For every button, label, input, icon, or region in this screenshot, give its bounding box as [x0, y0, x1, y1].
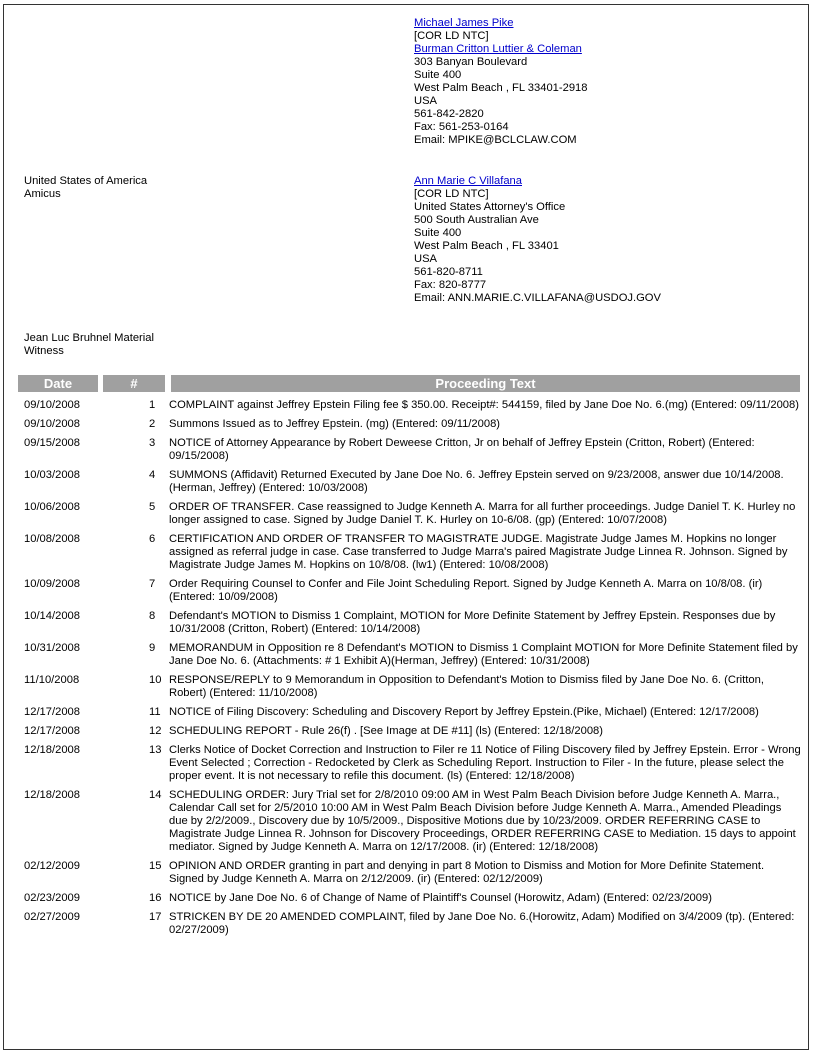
entry-number: 3 [149, 437, 156, 449]
address-line: Suite 400 [414, 227, 462, 239]
entry-number: 16 [149, 892, 162, 904]
docket-entries [4, 399, 808, 943]
entry-date: 10/06/2008 [24, 501, 80, 513]
entry-number: 1 [149, 399, 156, 411]
docket-entry-row [4, 744, 808, 783]
entry-date: 02/27/2009 [24, 911, 80, 923]
entry-date: 12/18/2008 [24, 744, 80, 756]
entry-date: 12/17/2008 [24, 706, 80, 718]
docket-entry-row [4, 674, 808, 700]
entry-date: 09/10/2008 [24, 399, 80, 411]
docket-entry-row [4, 610, 808, 636]
attorney-designation: [COR LD NTC] [414, 188, 489, 200]
docket-table-header [18, 375, 800, 392]
attorney-phone: 561-842-2820 [414, 108, 484, 120]
attorney-email: Email: ANN.MARIE.C.VILLAFANA@USDOJ.GOV [414, 292, 661, 304]
entry-proceeding-text: SCHEDULING REPORT - Rule 26(f) . [See Image at DE #11] (ls) (Entered: 12/18/2008) [169, 725, 604, 737]
attorney-phone: 561-820-8711 [414, 266, 483, 278]
entry-number: 11 [149, 706, 161, 718]
attorney-name-link[interactable]: Ann Marie C Villafana [414, 175, 522, 187]
entry-proceeding-text: Order Requiring Counsel to Confer and File Joint Scheduling Report. Signed by Judge Kenneth A. Marra on 10/8/08. (ir) (Entered: 10/09/2008) [169, 578, 763, 603]
attorney-fax: Fax: 820-8777 [414, 279, 487, 291]
entry-proceeding-text: NOTICE of Filing Discovery: Scheduling and Discovery Report by Jeffrey Epstein.(Pike, Michael) (Entered: 12/17/2008) [169, 706, 759, 718]
docket-entry-row [4, 911, 808, 937]
entry-number: 13 [149, 744, 162, 756]
entry-proceeding-text: Defendant's MOTION to Dismiss 1 Complaint, MOTION for More Definite Statement by Jeffrey Epstein. Responses due by 10/31/2008 (Critton, Robert) (Entered: 10/14/2008) [169, 610, 776, 635]
entry-number: 8 [149, 610, 156, 622]
party-role-line: Amicus [24, 188, 61, 200]
address-line: 303 Banyan Boulevard [414, 56, 528, 68]
entry-date: 02/12/2009 [24, 860, 80, 872]
docket-page [3, 4, 809, 1050]
party-name-line: United States of America [24, 175, 148, 187]
entry-proceeding-text: Summons Issued as to Jeffrey Epstein. (mg) (Entered: 09/11/2008) [169, 418, 501, 430]
docket-entry-row [4, 860, 808, 886]
entry-date: 09/10/2008 [24, 418, 80, 430]
column-header-proceeding-text: Proceeding Text [171, 375, 800, 392]
attorney-block-pike [414, 17, 588, 147]
column-header-date: Date [18, 375, 98, 392]
docket-entry-row [4, 892, 808, 905]
entry-date: 10/14/2008 [24, 610, 80, 622]
address-line: United States Attorney's Office [414, 201, 566, 213]
entry-proceeding-text: SUMMONS (Affidavit) Returned Executed by Jane Doe No. 6. Jeffrey Epstein served on 9/23/2008, answer due 10/14/2008. (Herman, Jeffrey) (Entered: 10/03/2008) [169, 469, 784, 494]
entry-number: 4 [149, 469, 156, 481]
address-line: Suite 400 [414, 69, 462, 81]
docket-entry-row [4, 642, 808, 668]
docket-entry-row [4, 578, 808, 604]
entry-proceeding-text: Clerks Notice of Docket Correction and Instruction to Filer re 11 Notice of Filing Discovery filed by Jeffrey Epstein. Error - Wrong Event Selected ; Correction - Redocketed by Clerk as Scheduling Report. Instruction to Filer - In the future, please select the proper event. It is not necessary to refile this document. (ls) (Entered: 12/18/2008) [169, 744, 801, 782]
entry-number: 14 [149, 789, 162, 801]
entry-date: 10/09/2008 [24, 578, 80, 590]
attorney-name-link[interactable]: Michael James Pike [414, 17, 514, 29]
entry-date: 02/23/2009 [24, 892, 80, 904]
address-line: West Palm Beach , FL 33401-2918 [414, 82, 588, 94]
address-line: West Palm Beach , FL 33401 [414, 240, 559, 252]
entry-date: 12/17/2008 [24, 725, 80, 737]
docket-entry-row [4, 437, 808, 463]
attorney-email: Email: MPIKE@BCLCLAW.COM [414, 134, 577, 146]
entry-number: 7 [149, 578, 156, 590]
entry-date: 12/18/2008 [24, 789, 80, 801]
entry-proceeding-text: SCHEDULING ORDER: Jury Trial set for 2/8/2010 09:00 AM in West Palm Beach Division before Judge Kenneth A. Marra., Calendar Call set for 2/5/2010 10:00 AM in West Palm Beach Division before Judge Kenneth A. Marra., Amended Pleadings due by 2/2/2009., Discovery due by 10/5/2009., Dispositive Motions due by 10/23/2009. ORDER REFERRING CASE to Magistrate Judge Linnea R. Johnson for Discovery Proceedings, ORDER REFERRING CASE to Mediation. 15 days to appoint mediator. Signed by Judge Kenneth A. Marra on 12/17/2008. (ir) (Entered: 12/18/2008) [169, 789, 796, 853]
docket-entry-row [4, 789, 808, 854]
docket-entry-row [4, 533, 808, 572]
entry-proceeding-text: ORDER OF TRANSFER. Case reassigned to Judge Kenneth A. Marra for all further proceedings. Judge Daniel T. K. Hurley no longer assigned to case. Signed by Judge Daniel T. K. Hurley on 10-6/08. (gp) (Entered: 10/07/2008) [169, 501, 796, 526]
entry-proceeding-text: CERTIFICATION AND ORDER OF TRANSFER TO MAGISTRATE JUDGE. Magistrate Judge James M. Hopkins no longer assigned as referral judge in case. Case transferred to Judge Marra's paired Magistrate Judge Linnea R. Johnson. Signed by Magistrate Judge James M. Hopkins on 10/8/08. (lw1) (Entered: 10/08/2008) [169, 533, 788, 571]
attorney-firm-link[interactable]: Burman Critton Luttier & Coleman [414, 43, 582, 55]
entry-proceeding-text: STRICKEN BY DE 20 AMENDED COMPLAINT, filed by Jane Doe No. 6.(Horowitz, Adam) Modified on 3/4/2009 (tp). (Entered: 02/27/2009) [169, 911, 795, 936]
party-name [24, 332, 154, 358]
entry-number: 10 [149, 674, 162, 686]
docket-entry-row [4, 706, 808, 719]
entry-number: 9 [149, 642, 156, 654]
entry-proceeding-text: COMPLAINT against Jeffrey Epstein Filing fee $ 350.00. Receipt#: 544159, filed by Jane Doe No. 6.(mg) (Entered: 09/11/2008) [169, 399, 799, 411]
party-role-line: Witness [24, 345, 64, 357]
entry-date: 10/31/2008 [24, 642, 80, 654]
entry-date: 09/15/2008 [24, 437, 80, 449]
address-line: 500 South Australian Ave [414, 214, 539, 226]
entry-date: 10/03/2008 [24, 469, 80, 481]
column-header-number: # [103, 375, 165, 392]
entry-date: 11/10/2008 [24, 674, 80, 686]
entry-number: 5 [149, 501, 156, 513]
docket-entry-row [4, 501, 808, 527]
entry-proceeding-text: RESPONSE/REPLY to 9 Memorandum in Opposition to Defendant's Motion to Dismiss filed by Jane Doe No. 6. (Critton, Robert) (Entered: 11/10/2008) [169, 674, 764, 699]
entry-proceeding-text: MEMORANDUM in Opposition re 8 Defendant's MOTION to Dismiss 1 Complaint MOTION for More Definite Statement filed by Jane Doe No. 6. (Attachments: # 1 Exhibit A)(Herman, Jeffrey) (Entered: 10/31/2008) [169, 642, 798, 667]
docket-entry-row [4, 418, 808, 431]
entry-number: 15 [149, 860, 162, 872]
docket-entry-row [4, 725, 808, 738]
entry-number: 17 [149, 911, 162, 923]
address-line: USA [414, 253, 438, 265]
address-line: USA [414, 95, 438, 107]
docket-entry-row [4, 399, 808, 412]
entry-number: 12 [149, 725, 162, 737]
attorney-designation: [COR LD NTC] [414, 30, 489, 42]
attorney-fax: Fax: 561-253-0164 [414, 121, 509, 133]
entry-proceeding-text: NOTICE by Jane Doe No. 6 of Change of Name of Plaintiff's Counsel (Horowitz, Adam) (Entered: 02/23/2009) [169, 892, 712, 904]
attorney-block-villafana [414, 175, 661, 305]
entry-proceeding-text: OPINION AND ORDER granting in part and denying in part 8 Motion to Dismiss and Motion for More Definite Statement. Signed by Judge Kenneth A. Marra on 2/12/2009. (ir) (Entered: 02/12/2009) [169, 860, 765, 885]
party-name-line: Jean Luc Bruhnel Material [24, 332, 154, 344]
entry-number: 6 [149, 533, 156, 545]
entry-number: 2 [149, 418, 156, 430]
entry-proceeding-text: NOTICE of Attorney Appearance by Robert Deweese Critton, Jr on behalf of Jeffrey Epstein (Critton, Robert) (Entered: 09/15/2008) [169, 437, 755, 462]
entry-date: 10/08/2008 [24, 533, 80, 545]
docket-entry-row [4, 469, 808, 495]
party-name [24, 175, 147, 201]
